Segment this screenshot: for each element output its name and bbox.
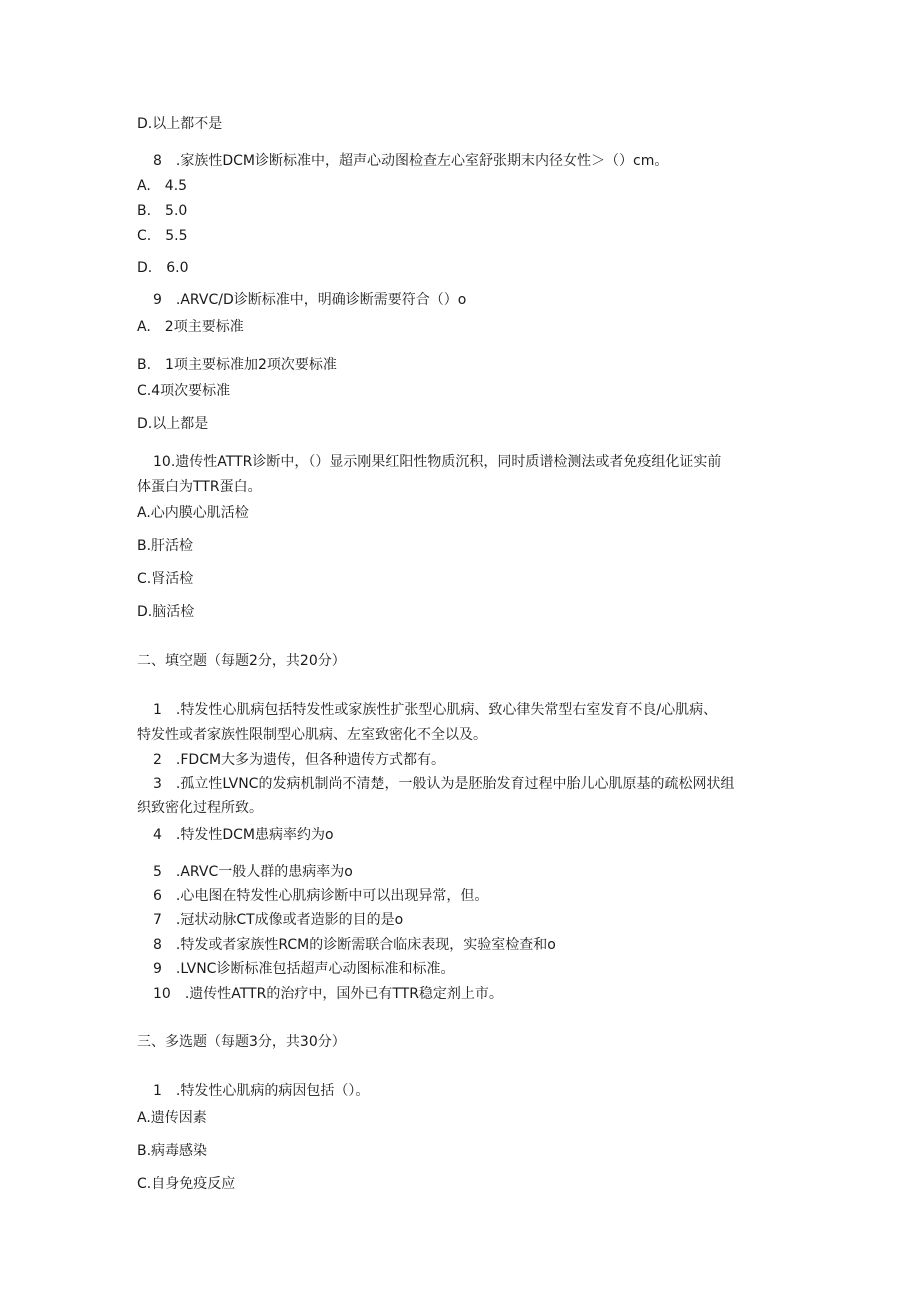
mc-q1-stem: 1 .特发性心肌病的病因包括（）。 (153, 1083, 370, 1099)
blank-3-line1: 3 .孤立性LVNC的发病机制尚不清楚，一般认为是胚胎发育过程中胎儿心肌原基的疏松网状组 (153, 776, 735, 792)
q9-option-b: B. 1项主要标准加2项次要标准 (137, 357, 337, 373)
blank-9: 9 .LVNC诊断标准包括超声心动图标准和标准。 (153, 961, 455, 977)
q8-stem: 8 .家族性DCM诊断标准中，超声心动图检查左心室舒张期末内径女性＞（）cm。 (153, 153, 669, 169)
blank-4: 4 .特发性DCM患病率约为o (153, 827, 334, 843)
q8-option-c: C. 5.5 (137, 228, 188, 244)
mc-q1-option-c: C.自身免疫反应 (137, 1176, 236, 1192)
blank-1-line1: 1 .特发性心肌病包括特发性或家族性扩张型心肌病、致心律失常型右室发育不良/心肌病、 (153, 702, 718, 718)
q9-option-a: A. 2项主要标准 (137, 319, 244, 335)
q10-option-a: A.心内膜心肌活检 (137, 505, 249, 521)
q7-option-d: D.以上都不是 (137, 116, 223, 132)
blank-2: 2 .FDCM大多为遗传，但各种遗传方式都有。 (153, 752, 446, 768)
q9-option-d: D.以上都是 (137, 416, 209, 432)
q8-option-a: A. 4.5 (137, 178, 188, 194)
q10-stem-line1: 10.遗传性ATTR诊断中，（）显示刚果红阳性物质沉积，同时质谱检测法或者免疫组化证实前 (153, 454, 722, 470)
q10-stem-line2: 体蛋白为TTR蛋白。 (137, 479, 262, 495)
q10-option-b: B.肝活检 (137, 538, 194, 554)
q10-option-c: C.肾活检 (137, 571, 194, 587)
blank-5: 5 .ARVC一般人群的患病率为o (153, 864, 353, 880)
blank-7: 7 .冠状动脉CT成像或者造影的目的是o (153, 912, 404, 928)
q9-option-c: C.4项次要标准 (137, 383, 231, 399)
mc-q1-option-a: A.遗传因素 (137, 1110, 207, 1126)
q9-stem: 9 .ARVC/D诊断标准中，明确诊断需要符合（）o (153, 292, 467, 308)
q8-option-b: B. 5.0 (137, 203, 188, 219)
section-fill-blank-heading: 二、填空题（每题2分，共20分） (137, 653, 346, 669)
q10-option-d: D.脑活检 (137, 604, 195, 620)
blank-3-line2: 织致密化过程所致。 (137, 800, 263, 816)
blank-10: 10 .遗传性ATTR的治疗中，国外已有TTR稳定剂上市。 (153, 986, 503, 1002)
blank-8: 8 .特发或者家族性RCM的诊断需联合临床表现，实验室检查和o (153, 937, 556, 953)
blank-6: 6 .心电图在特发性心肌病诊断中可以出现异常，但。 (153, 888, 489, 904)
blank-1-line2: 特发性或者家族性限制型心肌病、左室致密化不全以及。 (137, 727, 487, 743)
mc-q1-option-b: B.病毒感染 (137, 1143, 208, 1159)
section-multi-choice-heading: 三、多选题（每题3分，共30分） (137, 1034, 346, 1050)
q8-option-d: D. 6.0 (137, 260, 189, 276)
